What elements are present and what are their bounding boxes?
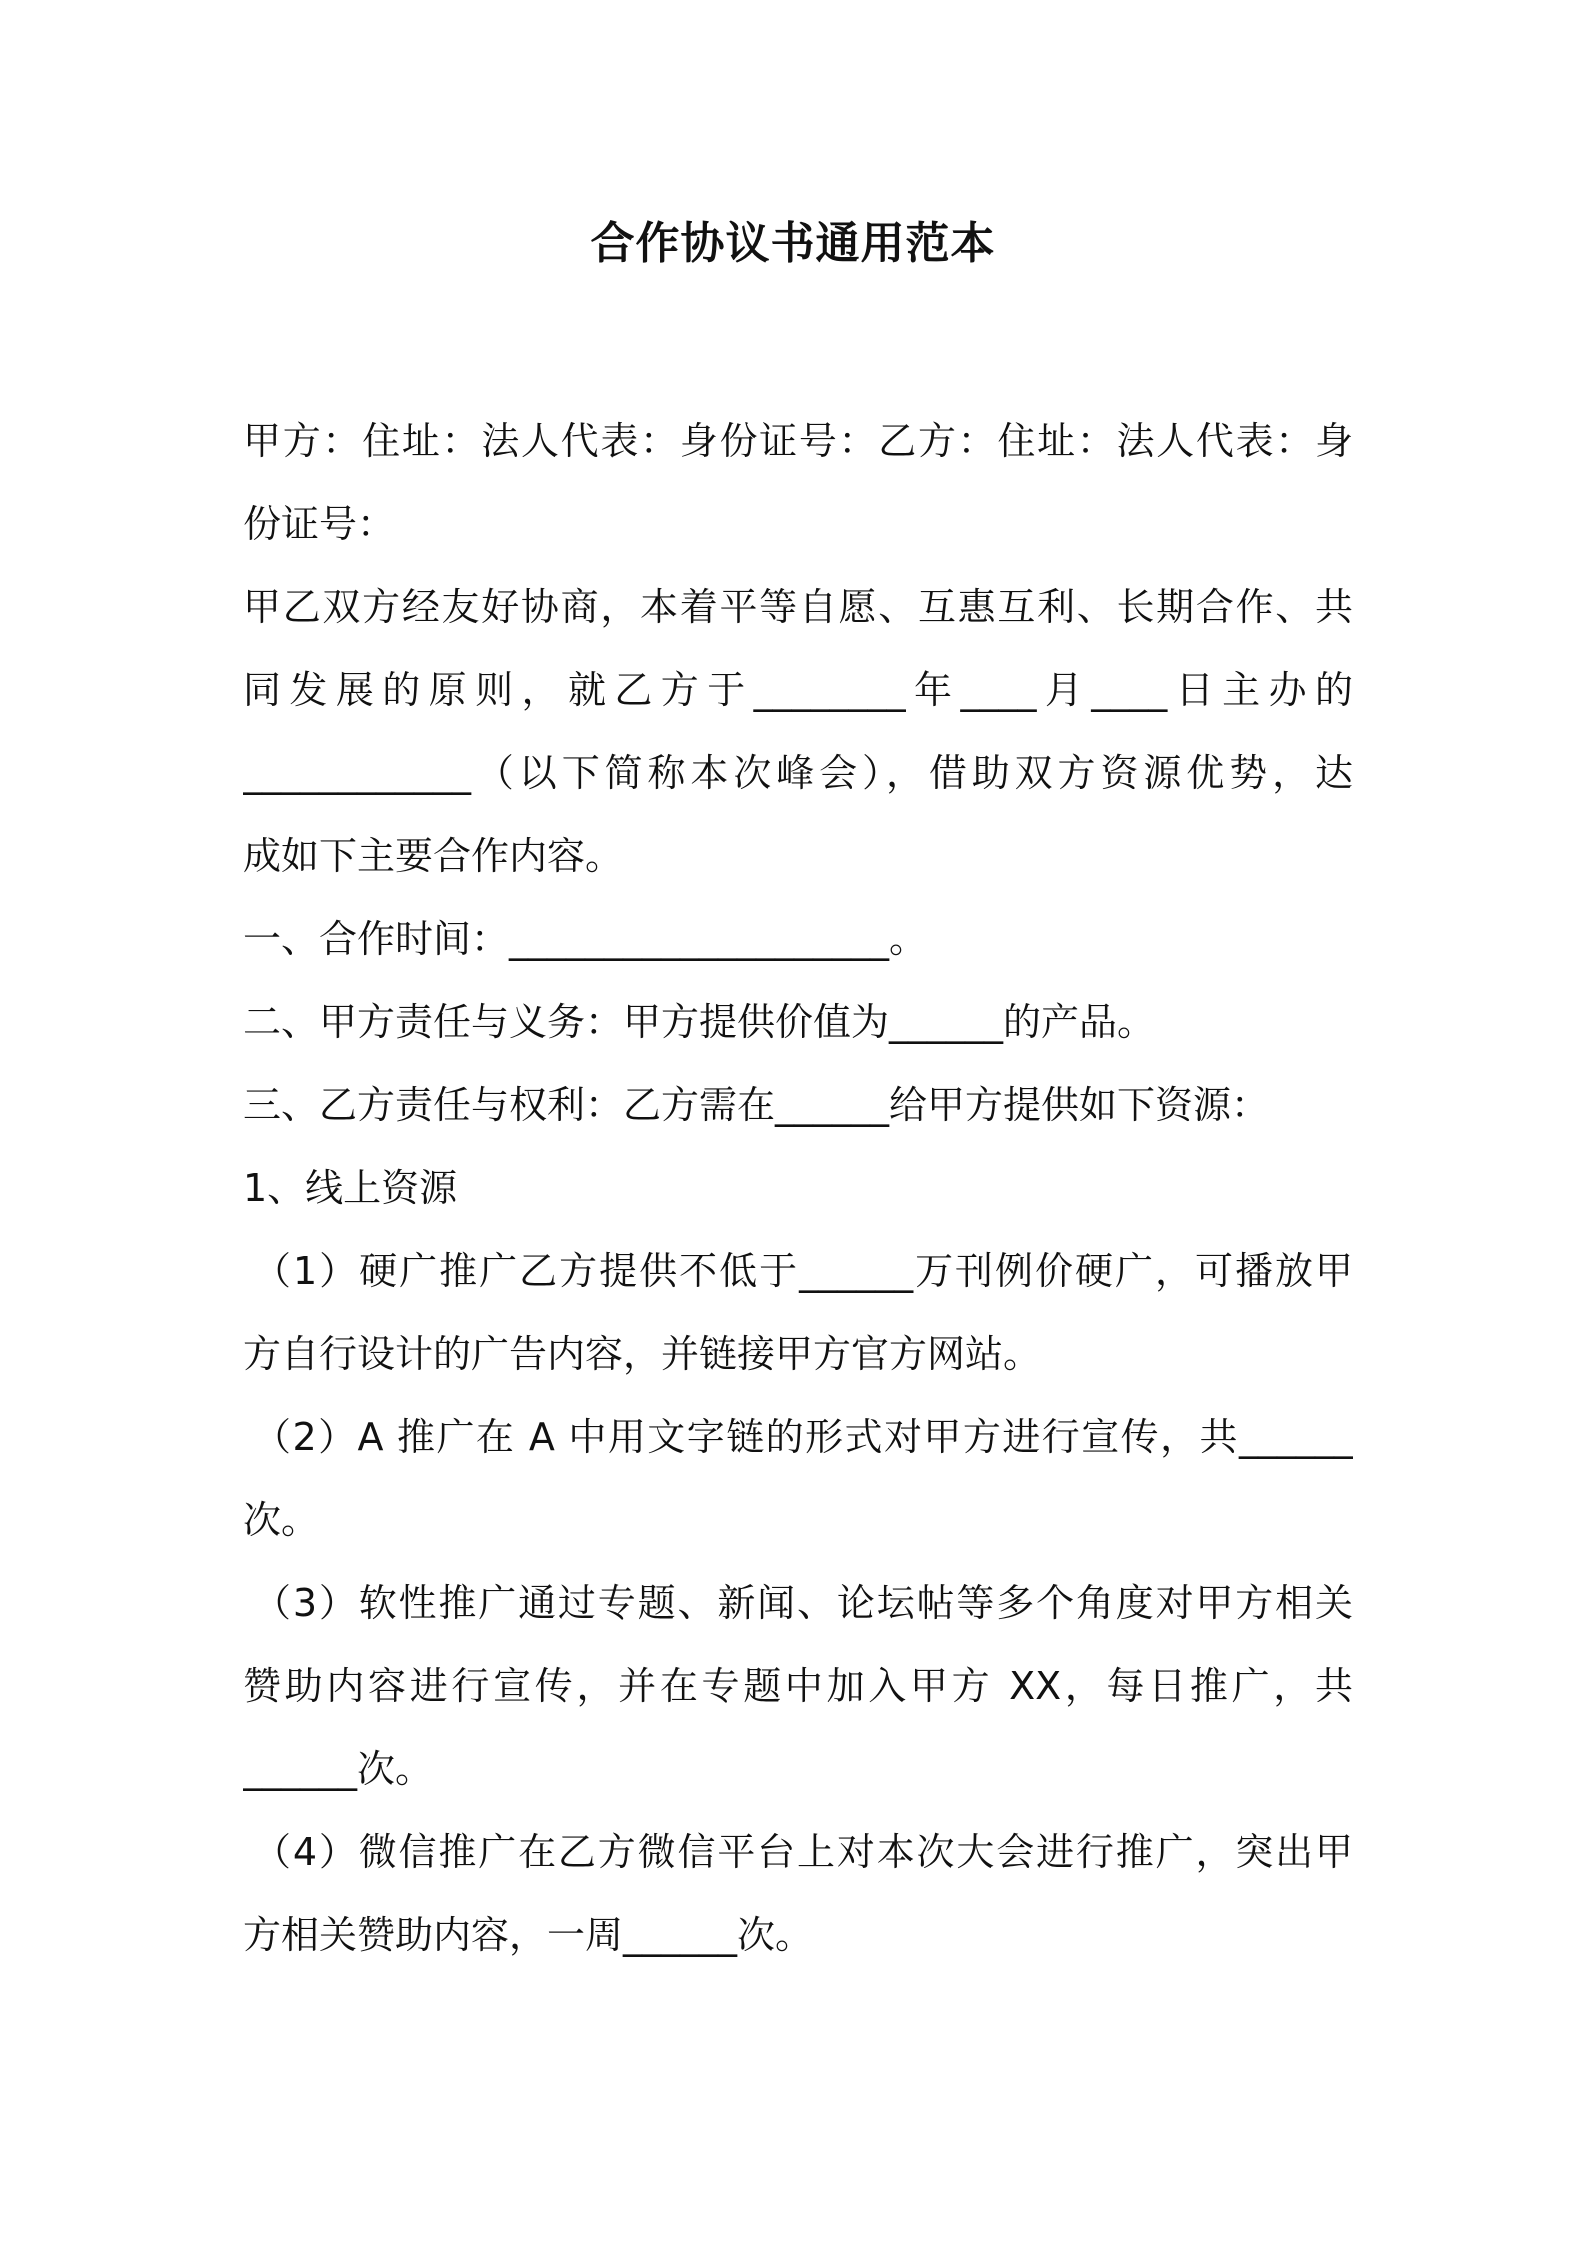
intro-paragraph-line-4: 成如下主要合作内容。 (243, 834, 624, 878)
clause-party-b-duties: 三、乙方责任与权利：乙方需在______给甲方提供如下资源： (243, 1083, 1270, 1127)
item-3-line-3: ______次。 (243, 1747, 434, 1791)
party-info-line-2: 份证号： (243, 502, 396, 546)
party-info-line-1: 甲方：住址：法人代表：身份证号：乙方：住址：法人代表：身 (243, 419, 1353, 463)
item-1-line-2: 方自行设计的广告内容，并链接甲方官方网站。 (243, 1332, 1042, 1376)
clause-cooperation-time: 一、合作时间：____________________。 (243, 917, 928, 961)
document-title: 合作协议书通用范本 (590, 218, 996, 269)
document-body (243, 400, 1353, 1977)
item-4-line-1: （4）微信推广在乙方微信平台上对本次大会进行推广，突出甲 (253, 1830, 1353, 1874)
intro-paragraph-line-1: 甲乙双方经友好协商，本着平等自愿、互惠互利、长期合作、共 (243, 585, 1353, 629)
intro-paragraph-line-3: ____________（以下简称本次峰会），借助双方资源优势，达 (243, 751, 1353, 795)
item-2-line-1: （2）A 推广在 A 中用文字链的形式对甲方进行宣传，共______ (253, 1415, 1353, 1459)
clause-party-a-duties: 二、甲方责任与义务：甲方提供价值为______的产品。 (243, 1000, 1156, 1044)
item-3-line-2: 赞助内容进行宣传，并在专题中加入甲方 XX，每日推广，共 (243, 1664, 1353, 1708)
item-4-line-2: 方相关赞助内容，一周______次。 (243, 1913, 814, 1957)
item-2-line-2: 次。 (243, 1498, 320, 1542)
intro-paragraph-line-2: 同发展的原则，就乙方于________年____月____日主办的 (243, 668, 1353, 712)
item-3-line-1: （3）软性推广通过专题、新闻、论坛帖等多个角度对甲方相关 (253, 1581, 1353, 1625)
section-online-resources: 1、线上资源 (243, 1166, 458, 1210)
item-1-line-1: （1）硬广推广乙方提供不低于______万刊例价硬广，可播放甲 (253, 1249, 1353, 1293)
